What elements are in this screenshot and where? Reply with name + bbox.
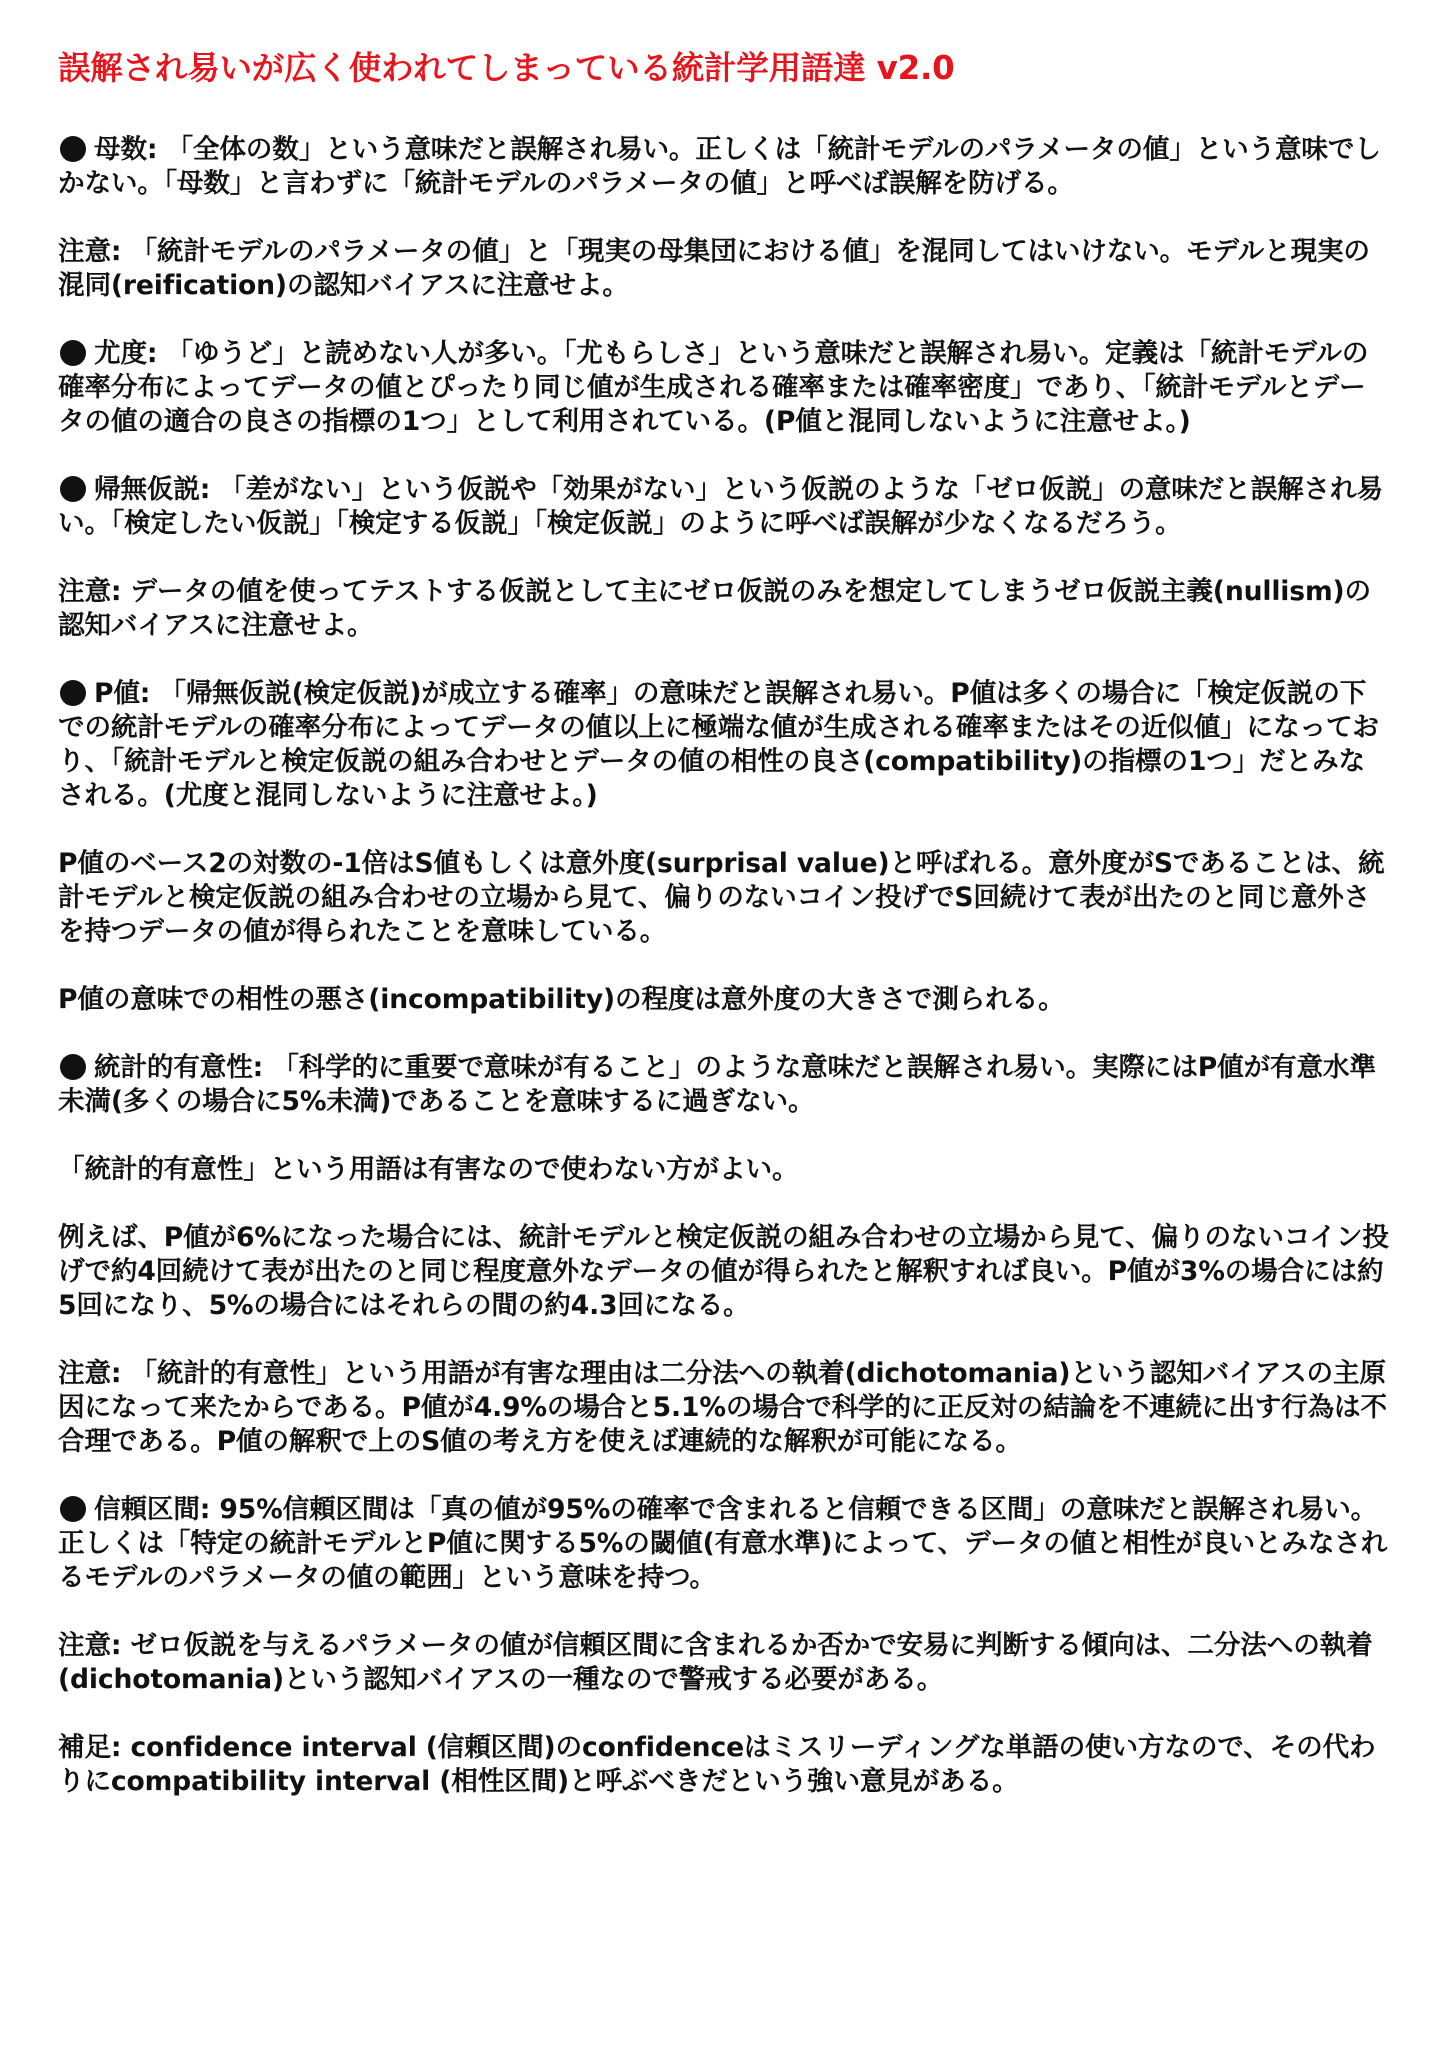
paragraph-text: P値: 「帰無仮説(検定仮説)が成立する確率」の意味だと誤解され易い。P値は多くの場合に「検定仮説の下での統計モデルの確率分布によってデータの値以上に極端な値が生成される確率またはその近似値」になっており、「統計モデルと検定仮説の組み合わせとデータの値の相性の良さ(compatibility)の指標の1つ」だとみなされる。(尤度と混同しないように注意せよ。) xyxy=(58,677,1379,811)
bullet-paragraph xyxy=(58,133,1391,201)
paragraph xyxy=(58,1153,1391,1187)
bullet-icon xyxy=(60,680,86,706)
bullet-paragraph xyxy=(58,1051,1391,1119)
bullet-paragraph xyxy=(58,677,1391,813)
paragraph xyxy=(58,1221,1391,1323)
bullet-icon xyxy=(60,476,86,502)
document-title: 誤解され易いが広く使われてしまっている統計学用語達 v2.0 xyxy=(58,49,955,87)
paragraph xyxy=(58,1629,1391,1697)
paragraph-text: 例えば、P値が6%になった場合には、統計モデルと検定仮説の組み合わせの立場から見て、偏りのないコイン投げで約4回続けて表が出たのと同じ程度意外なデータの値が得られたと解釈すれば良い。P値が3%の場合には約5回になり、5%の場合にはそれらの間の約4.3回になる。 xyxy=(58,1221,1389,1321)
bullet-icon xyxy=(60,136,86,162)
paragraph-text: 母数: 「全体の数」という意味だと誤解され易い。正しくは「統計モデルのパラメータの値」という意味でしかない。「母数」と言わずに「統計モデルのパラメータの値」と呼べば誤解を防げる。 xyxy=(58,133,1381,199)
paragraph-text: 注意: 「統計的有意性」という用語が有害な理由は二分法への執着(dichotomania)という認知バイアスの主原因になって来たからである。P値が4.9%の場合と5.1%の場合で科学的に正反対の結論を不連続に出す行為は不合理である。P値の解釈で上のS値の考え方を使えば連続的な解釈が可能になる。 xyxy=(58,1357,1387,1457)
paragraph-text: P値のベース2の対数の-1倍はS値もしくは意外度(surprisal value)と呼ばれる。意外度がSであることは、統計モデルと検定仮説の組み合わせの立場から見て、偏りのないコイン投げでS回続けて表が出たのと同じ意外さを持つデータの値が得られたことを意味している。 xyxy=(58,847,1385,947)
paragraph xyxy=(58,575,1391,643)
document-body xyxy=(58,133,1391,1799)
paragraph xyxy=(58,1731,1391,1799)
paragraph-text: 信頼区間: 95%信頼区間は「真の値が95%の確率で含まれると信頼できる区間」の意味だと誤解され易い。正しくは「特定の統計モデルとP値に関する5%の閾値(有意水準)によって、データの値と相性が良いとみなされるモデルのパラメータの値の範囲」という意味を持つ。 xyxy=(58,1493,1388,1593)
paragraph-text: 補足: confidence interval (信頼区間)のconfidenceはミスリーディングな単語の使い方なので、その代わりにcompatibility interval (相性区間)と呼ぶべきだという強い意見がある。 xyxy=(58,1731,1376,1797)
bullet-icon xyxy=(60,1496,86,1522)
paragraph-text: 統計的有意性: 「科学的に重要で意味が有ること」のような意味だと誤解され易い。実際にはP値が有意水準未満(多くの場合に5%未満)であることを意味するに過ぎない。 xyxy=(58,1051,1376,1117)
bullet-paragraph xyxy=(58,337,1391,439)
paragraph-text: 尤度: 「ゆうど」と読めない人が多い。「尤もらしさ」という意味だと誤解され易い。定義は「統計モデルの確率分布によってデータの値とぴったり同じ値が生成される確率または確率密度」であり、「統計モデルとデータの値の適合の良さの指標の1つ」として利用されている。(P値と混同しないように注意せよ。) xyxy=(58,337,1369,437)
paragraph-text: P値の意味での相性の悪さ(incompatibility)の程度は意外度の大きさで測られる。 xyxy=(58,983,1065,1015)
paragraph-text: 注意: データの値を使ってテストする仮説として主にゼロ仮説のみを想定してしまうゼロ仮説主義(nullism)の認知バイアスに注意せよ。 xyxy=(58,575,1371,641)
paragraph xyxy=(58,983,1391,1017)
paragraph xyxy=(58,847,1391,949)
paragraph-text: 帰無仮説: 「差がない」という仮説や「効果がない」という仮説のような「ゼロ仮説」の意味だと誤解され易い。「検定したい仮説」「検定する仮説」「検定仮説」のように呼べば誤解が少なくなるだろう。 xyxy=(58,473,1383,539)
paragraph-text: 注意: 「統計モデルのパラメータの値」と「現実の母集団における値」を混同してはいけない。モデルと現実の混同(reification)の認知バイアスに注意せよ。 xyxy=(58,235,1370,301)
paragraph-text: 「統計的有意性」という用語は有害なので使わない方がよい。 xyxy=(58,1153,799,1185)
paragraph xyxy=(58,235,1391,303)
bullet-paragraph xyxy=(58,1493,1391,1595)
paragraph xyxy=(58,1357,1391,1459)
bullet-icon xyxy=(60,340,86,366)
bullet-icon xyxy=(60,1054,86,1080)
bullet-paragraph xyxy=(58,473,1391,541)
paragraph-text: 注意: ゼロ仮説を与えるパラメータの値が信頼区間に含まれるか否かで安易に判断する傾向は、二分法への執着(dichotomania)という認知バイアスの一種なので警戒する必要がある。 xyxy=(58,1629,1373,1695)
